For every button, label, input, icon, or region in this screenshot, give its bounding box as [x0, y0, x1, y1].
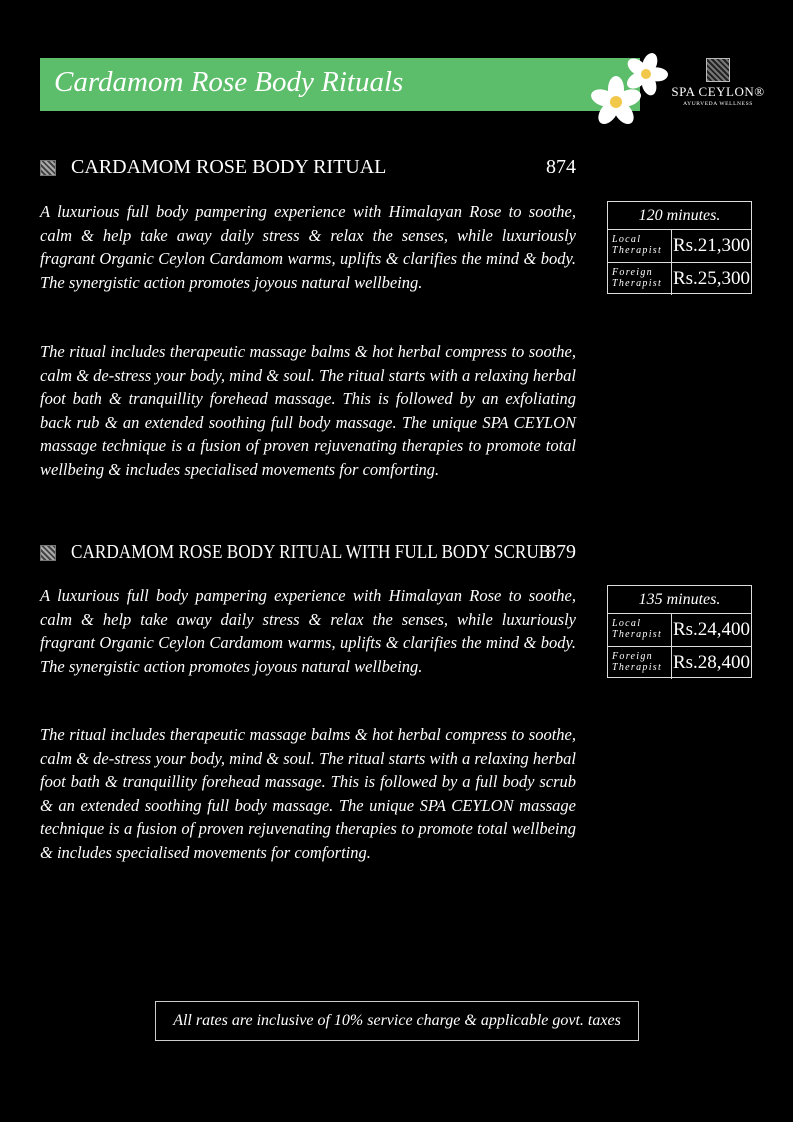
duration: 120 minutes.: [608, 202, 751, 230]
price-value: Rs.24,400: [672, 619, 751, 640]
rates-note: All rates are inclusive of 10% service charge & applicable govt. taxes: [155, 1001, 639, 1041]
brand-mark-icon: [706, 58, 730, 82]
price-row-local: [608, 614, 751, 646]
price-value: Rs.28,400: [672, 652, 751, 673]
brand-logo: [668, 58, 768, 107]
ritual-description: A luxurious full body pampering experience with Himalayan Rose to soothe, calm & help take away daily stress & relax the senses, while luxuriously fragrant Organic Ceylon Cardamom warms, uplifts & clarifies the mind & body. The synergistic action promotes joyous natural wellbeing.: [40, 202, 576, 292]
price-value: Rs.25,300: [672, 268, 751, 289]
page-title: Cardamom Rose Body Rituals: [54, 66, 404, 98]
price-row-foreign: [608, 262, 751, 295]
bullet-square-icon: [40, 545, 56, 561]
duration: 135 minutes.: [608, 586, 751, 614]
ritual-title: CARDAMOM ROSE BODY RITUAL WITH FULL BODY SCRUB: [71, 541, 551, 563]
ritual-details: The ritual includes therapeutic massage balms & hot herbal compress to soothe, calm & de-stress your body, mind & soul. The ritual starts with a relaxing herbal foot bath & tranquillity forehead massage. This is followed by a full body scrub & an extended soothing full body massage. The unique SPA CEYLON massage technique is a fusion of proven rejuvenating therapies to promote total wellbeing & includes specialised movements for comforting.: [40, 725, 576, 862]
frangipani-flowers-icon: [584, 50, 674, 128]
ritual-code: 879: [546, 541, 576, 563]
header-banner: [40, 58, 640, 111]
price-label: Local Therapist: [608, 614, 672, 646]
ritual-code: 874: [546, 156, 576, 178]
brand-tagline: AYURVEDA WELLNESS: [683, 101, 753, 107]
price-row-local: [608, 230, 751, 262]
brand-name: SPA CEYLON®: [671, 84, 765, 99]
ritual-description: A luxurious full body pampering experience with Himalayan Rose to soothe, calm & help take away daily stress & relax the senses, while luxuriously fragrant Organic Ceylon Cardamom warms, uplifts & clarifies the mind & body. The synergistic action promotes joyous natural wellbeing.: [40, 586, 576, 676]
ritual-title: CARDAMOM ROSE BODY RITUAL: [71, 156, 387, 178]
ritual-details: The ritual includes therapeutic massage balms & hot herbal compress to soothe, calm & de-stress your body, mind & soul. The ritual starts with a relaxing herbal foot bath & tranquillity forehead massage. This is followed by an exfoliating back rub & an extended soothing full body massage. The unique SPA CEYLON massage technique is a fusion of proven rejuvenating therapies to promote total wellbeing & includes specialised movements for comforting.: [40, 342, 576, 479]
price-label: Foreign Therapist: [608, 263, 672, 295]
ritual-heading: [40, 156, 580, 184]
ritual-heading: [40, 541, 580, 569]
price-value: Rs.21,300: [672, 235, 751, 256]
price-label: Local Therapist: [608, 230, 672, 262]
price-box: [607, 585, 752, 678]
price-label: Foreign Therapist: [608, 647, 672, 679]
bullet-square-icon: [40, 160, 56, 176]
price-box: [607, 201, 752, 294]
price-row-foreign: [608, 646, 751, 679]
